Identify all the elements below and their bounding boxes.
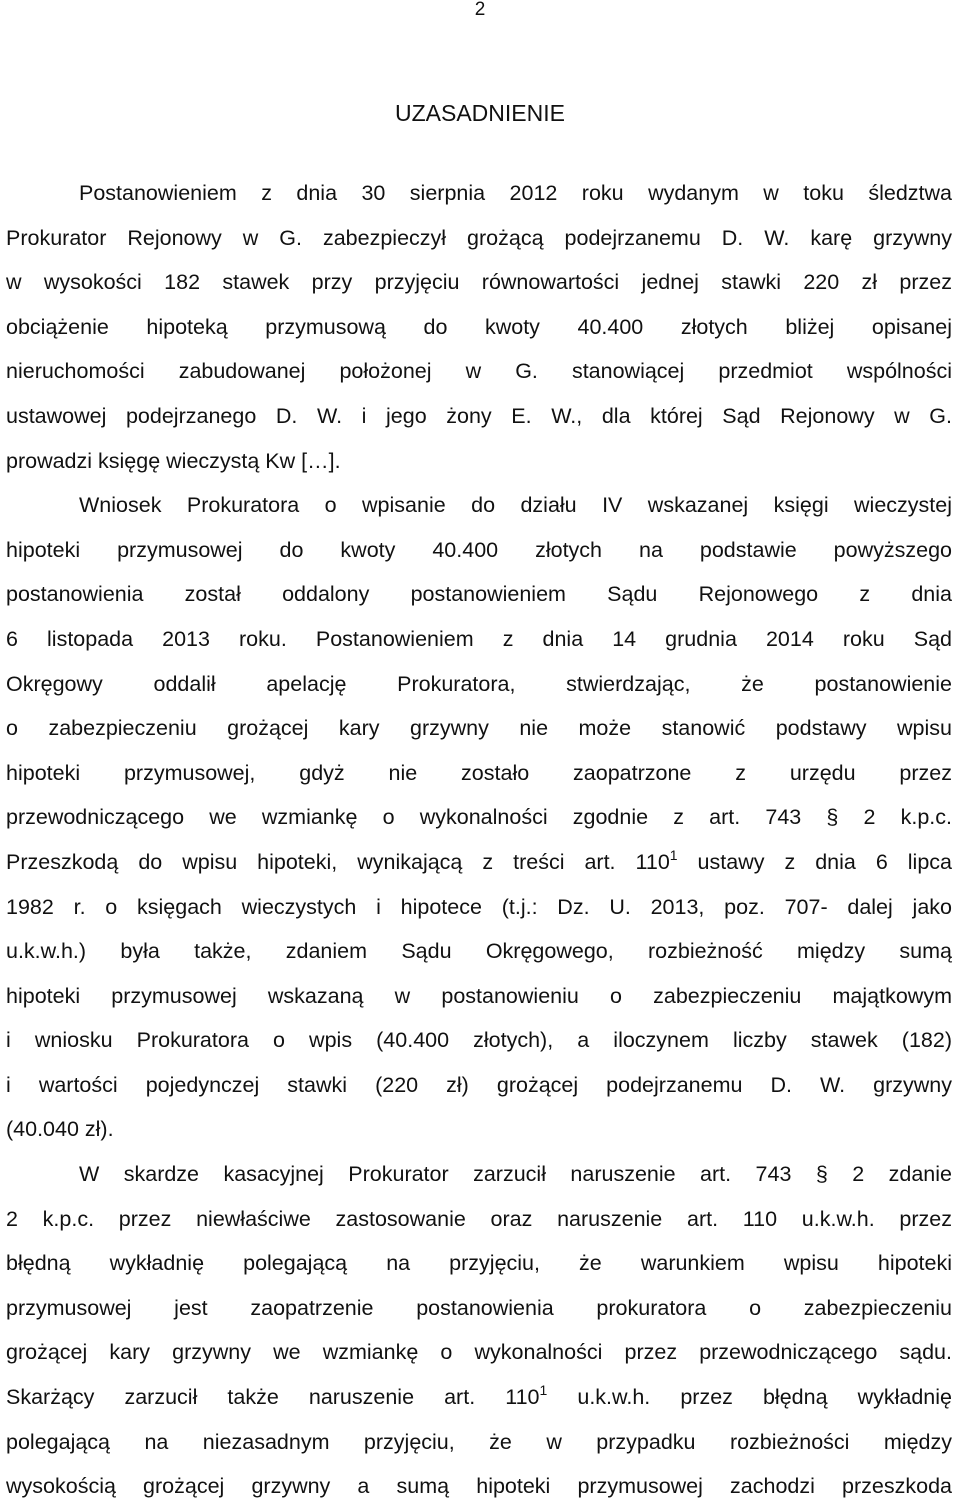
text-line: Okręgowy oddalił apelację Prokuratora, stwierdzając, że postanowienie xyxy=(6,671,952,696)
text-line-with-superscript xyxy=(6,1375,952,1420)
text-line: hipoteki przymusowej wskazaną w postanowieniu o zabezpieczeniu majątkowym xyxy=(6,983,952,1008)
text-line: polegającą na niezasadnym przyjęciu, że w przypadku rozbieżności między xyxy=(6,1429,952,1454)
text-line: 2 k.p.c. przez niewłaściwe zastosowanie oraz naruszenie art. 110 u.k.w.h. przez xyxy=(6,1206,952,1231)
text-line: Prokurator Rejonowy w G. zabezpieczył grożącą podejrzanemu D. W. karę grzywny xyxy=(6,225,952,250)
text-line: błędną wykładnię polegającą na przyjęciu, że warunkiem wpisu hipoteki xyxy=(6,1251,952,1276)
superscript: 1 xyxy=(539,1382,548,1399)
text-line: hipoteki przymusowej do kwoty 40.400 złotych na podstawie powyższego xyxy=(6,537,952,562)
text-line: nieruchomości zabudowanej położonej w G. stanowiącej przedmiot wspólności xyxy=(6,359,952,384)
text-line: postanowienia został oddalony postanowieniem Sądu Rejonowego z dnia xyxy=(6,582,952,607)
text-line: u.k.w.h.) była także, zdaniem Sądu Okręgowego, rozbieżność między sumą xyxy=(6,939,952,964)
paragraph-2 xyxy=(6,483,952,1152)
paragraph-1 xyxy=(6,171,952,483)
text-line: 1982 r. o księgach wieczystych i hipotece (t.j.: Dz. U. 2013, poz. 707- dalej jako xyxy=(6,894,952,919)
text-line: ustawowej podejrzanego D. W. i jego żony E. W., dla której Sąd Rejonowy w G. xyxy=(6,403,952,428)
text-line: W skardze kasacyjnej Prokurator zarzucił naruszenie art. 743 § 2 zdanie xyxy=(79,1162,952,1187)
text-line: 6 listopada 2013 roku. Postanowieniem z dnia 14 grudnia 2014 roku Sąd xyxy=(6,626,952,651)
text-line: przymusowej jest zaopatrzenie postanowienia prokuratora o zabezpieczeniu xyxy=(6,1295,952,1320)
text-line: o zabezpieczeniu grożącej kary grzywny nie może stanowić podstawy wpisu xyxy=(6,716,952,741)
text-line: i wniosku Prokuratora o wpis (40.400 złotych), a iloczynem liczby stawek (182) xyxy=(6,1028,952,1053)
text-line: wysokością grożącej grzywny a sumą hipoteki przymusowej zachodzi przeszkoda xyxy=(6,1474,952,1499)
text-line: (40.040 zł). xyxy=(6,1117,114,1142)
text-fragment: ustawy z dnia 6 lipca xyxy=(677,849,952,874)
text-line: prowadzi księgę wieczystą Kw […]. xyxy=(6,448,341,473)
text-line: Postanowieniem z dnia 30 sierpnia 2012 roku wydanym w toku śledztwa xyxy=(79,181,952,205)
text-line: obciążenie hipoteką przymusową do kwoty 40.400 złotych bliżej opisanej xyxy=(6,314,952,339)
text-fragment: Skarżący zarzucił także naruszenie art. 110 xyxy=(6,1385,540,1410)
text-line: hipoteki przymusowej, gdyż nie zostało zaopatrzone z urzędu przez xyxy=(6,760,952,785)
text-line: w wysokości 182 stawek przy przyjęciu równowartości jednej stawki 220 zł przez xyxy=(6,270,952,295)
text-line: grożącej kary grzywny we wzmiankę o wykonalności przez przewodniczącego sądu. xyxy=(6,1340,952,1365)
text-fragment: Przeszkodą do wpisu hipoteki, wynikającą z treści art. 110 xyxy=(6,849,670,874)
text-line: przewodniczącego we wzmiankę o wykonalności zgodnie z art. 743 § 2 k.p.c. xyxy=(6,805,952,830)
text-line-with-superscript xyxy=(6,840,952,885)
document-body xyxy=(6,171,952,1509)
page-number: 2 xyxy=(474,0,486,20)
text-fragment: u.k.w.h. przez błędną wykładnię xyxy=(547,1385,952,1410)
superscript: 1 xyxy=(669,846,678,863)
paragraph-3 xyxy=(6,1152,952,1509)
text-line: Wniosek Prokuratora o wpisanie do działu IV wskazanej księgi wieczystej xyxy=(79,493,952,518)
text-line: i wartości pojedynczej stawki (220 zł) grożącej podejrzanemu D. W. grzywny xyxy=(6,1072,952,1097)
document-title: UZASADNIENIE xyxy=(395,100,565,126)
